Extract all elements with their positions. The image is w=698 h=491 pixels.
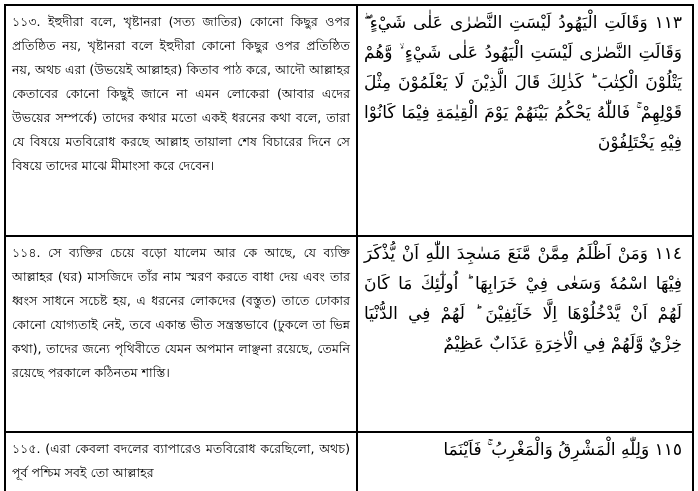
verse-table xyxy=(4,4,694,491)
bengali-translation: ১১৩. ইহুদীরা বলে, খৃষ্টানরা (সত্য জাতির) কোনো কিছুর ওপর প্রতিষ্ঠিত নয়, খৃষ্টানরা বলে ইহুদীরা কোনো কিছুর ওপর প্রতিষ্ঠিত নয়, অথচ এরা (উভয়েই আল্লাহর) কিতাব পাঠ করে, আদৌ আল্লাহর কেতাবের কোনো কিছুই জানে না এমন লোকেরা (আবার এদের উভয়ের সম্পর্কে) তাদের কথার মতো একই ধরনের কথা বলে, তারা যে বিষয়ে মতবিরোধ করছে আল্লাহ তায়ালা শেষ বিচারের দিনে সে বিষয়ে তাদের মাঝে মীমাংসা করে দেবেন। xyxy=(6,6,358,235)
verse-row-114 xyxy=(6,237,692,433)
arabic-text: ١١٣ وَقَالَتِ الْيَهُودُ لَيْسَتِ النَّصٰرٰى عَلٰى شَيْءٍ ۖ وَقَالَتِ النَّصٰرٰى لَيْسَتِ الْيَهُودُ عَلٰى شَيْءٍ ۙ وَّهُمْ يَتْلُوْنَ الْكِتٰبَ ؕ كَذٰلِكَ قَالَ الَّذِيْنَ لَا يَعْلَمُوْنَ مِثْلَ قَوْلِهِمْ ۚ فَاللّٰهُ يَحْكُمُ بَيْنَهُمْ يَوْمَ الْقِيٰمَةِ فِيْمَا كَانُوْا فِيْهِ يَخْتَلِفُوْنَ xyxy=(364,13,682,153)
verse-row-115 xyxy=(6,433,692,491)
verse-row-113 xyxy=(6,6,692,237)
arabic-text: ١١٤ وَمَنْ اَظْلَمُ مِمَّنْ مَّنَعَ مَسٰجِدَ اللّٰهِ اَنْ يُّذْكَرَ فِيْهَا اسْمُهٗ وَسَعٰى فِيْ خَرَابِهَا ؕ اُولٰٓئِكَ مَا كَانَ لَهُمْ اَنْ يَّدْخُلُوْهَا اِلَّا خَآئِفِيْنَ ؕ لَهُمْ فِي الدُّنْيَا خِزْيٌ وَّلَهُمْ فِي الْاٰخِرَةِ عَذَابٌ عَظِيْمٌ xyxy=(364,244,682,354)
arabic-text: ١١٥ وَلِلّٰهِ الْمَشْرِقُ وَالْمَغْرِبُ ۚ فَاَيْنَمَا xyxy=(443,440,682,460)
bengali-translation: ১১৫. (এরা কেবলা বদলের ব্যাপারেও মতবিরোধ করেছিলো, অথচ) পূর্ব পশ্চিম সবই তো আল্লাহর xyxy=(6,433,358,491)
bengali-translation: ১১৪. সে ব্যক্তির চেয়ে বড়ো যালেম আর কে আছে, যে ব্যক্তি আল্লাহর (ঘর) মাসজিদে তাঁর নাম স্মরণ করতে বাধা দেয় এবং তার ধ্বংস সাধনে সচেষ্ট হয়, এ ধরনের লোকদের (বস্তুত) তাতে ঢোকার কোনো যোগ্যতাই নেই, তবে একান্ত ভীত সন্ত্রস্তভাবে (ঢুকলে তা ভিন্ন কথা), তাদের জন্যে পৃথিবীতে যেমন অপমান লাঞ্ছনা রয়েছে, তেমনি রয়েছে পরকালে কঠিনতম শাস্তি। xyxy=(6,237,358,431)
